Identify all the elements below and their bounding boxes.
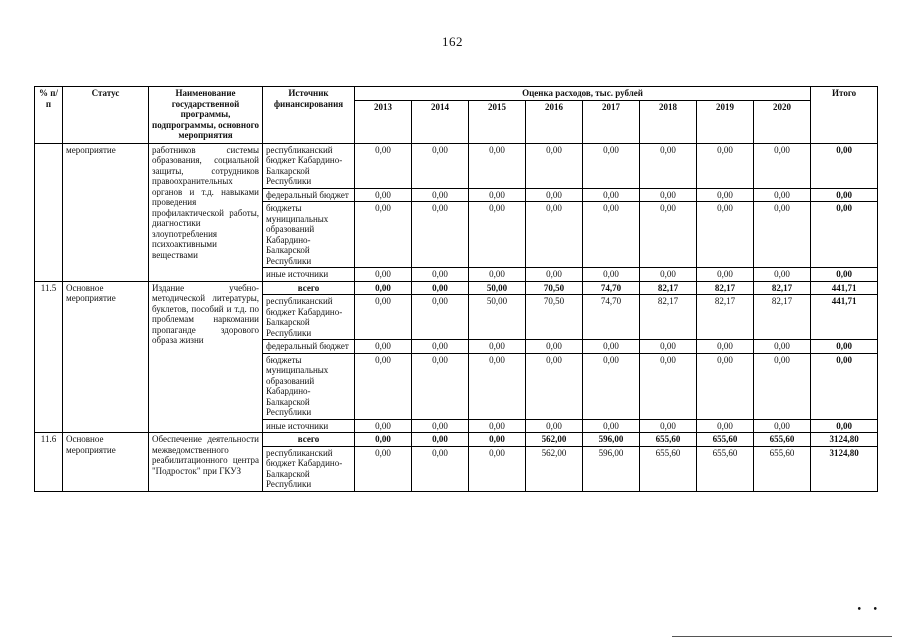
value-cell: 0,00 xyxy=(640,419,697,433)
value-cell: 655,60 xyxy=(754,433,811,447)
value-cell: 0,00 xyxy=(583,419,640,433)
value-cell: 0,00 xyxy=(640,202,697,268)
value-cell: 0,00 xyxy=(526,268,583,282)
value-cell: 655,60 xyxy=(697,446,754,491)
value-cell: 0,00 xyxy=(697,202,754,268)
total-cell: 3124,80 xyxy=(811,433,878,447)
scan-marks: • • xyxy=(857,604,877,615)
value-cell: 0,00 xyxy=(754,143,811,188)
value-cell: 0,00 xyxy=(412,340,469,354)
value-cell: 0,00 xyxy=(640,268,697,282)
value-cell: 0,00 xyxy=(355,446,412,491)
value-cell: 655,60 xyxy=(697,433,754,447)
value-cell: 0,00 xyxy=(754,188,811,202)
row-name: Обеспечение деятельности межведомственного реабилитационного центра "Подросток" при ГКУЗ xyxy=(149,433,263,492)
total-cell: 0,00 xyxy=(811,340,878,354)
value-cell: 0,00 xyxy=(469,268,526,282)
total-cell: 3124,80 xyxy=(811,446,878,491)
value-cell: 0,00 xyxy=(754,340,811,354)
value-cell: 0,00 xyxy=(469,188,526,202)
row-number: 11.5 xyxy=(35,281,63,433)
row-source: федеральный бюджет xyxy=(263,188,355,202)
value-cell: 655,60 xyxy=(640,433,697,447)
value-cell: 0,00 xyxy=(469,433,526,447)
row-source: всего xyxy=(263,433,355,447)
value-cell: 0,00 xyxy=(583,340,640,354)
total-cell: 0,00 xyxy=(811,353,878,419)
value-cell: 74,70 xyxy=(583,281,640,295)
value-cell: 596,00 xyxy=(583,446,640,491)
value-cell: 0,00 xyxy=(526,353,583,419)
row-source: бюджеты муниципальных образований Кабардино-Балкарской Республики xyxy=(263,202,355,268)
table-row xyxy=(35,433,878,447)
value-cell: 562,00 xyxy=(526,446,583,491)
total-cell: 0,00 xyxy=(811,202,878,268)
footer-line xyxy=(672,636,892,637)
value-cell: 0,00 xyxy=(583,353,640,419)
value-cell: 0,00 xyxy=(355,202,412,268)
table-row xyxy=(35,143,878,188)
header-row xyxy=(35,87,878,101)
value-cell: 82,17 xyxy=(754,295,811,340)
value-cell: 0,00 xyxy=(412,353,469,419)
value-cell: 0,00 xyxy=(526,188,583,202)
value-cell: 562,00 xyxy=(526,433,583,447)
header-total: Итого xyxy=(811,87,878,144)
value-cell: 0,00 xyxy=(412,268,469,282)
value-cell: 0,00 xyxy=(469,353,526,419)
value-cell: 0,00 xyxy=(583,143,640,188)
value-cell: 0,00 xyxy=(697,353,754,419)
value-cell: 596,00 xyxy=(583,433,640,447)
value-cell: 0,00 xyxy=(469,340,526,354)
value-cell: 0,00 xyxy=(355,268,412,282)
value-cell: 0,00 xyxy=(640,353,697,419)
value-cell: 82,17 xyxy=(697,295,754,340)
value-cell: 0,00 xyxy=(355,340,412,354)
total-cell: 441,71 xyxy=(811,295,878,340)
header-name: Наименование государственной программы, подпрограммы, основного мероприятия xyxy=(149,87,263,144)
budget-table xyxy=(34,86,878,492)
row-source: федеральный бюджет xyxy=(263,340,355,354)
value-cell: 0,00 xyxy=(526,340,583,354)
value-cell: 0,00 xyxy=(754,268,811,282)
header-year: 2018 xyxy=(640,100,697,143)
value-cell: 50,00 xyxy=(469,295,526,340)
header-year: 2014 xyxy=(412,100,469,143)
header-status: Статус xyxy=(63,87,149,144)
value-cell: 0,00 xyxy=(469,419,526,433)
value-cell: 655,60 xyxy=(640,446,697,491)
value-cell: 0,00 xyxy=(412,143,469,188)
value-cell: 0,00 xyxy=(412,281,469,295)
header-year: 2015 xyxy=(469,100,526,143)
value-cell: 0,00 xyxy=(412,295,469,340)
value-cell: 0,00 xyxy=(754,353,811,419)
value-cell: 0,00 xyxy=(640,340,697,354)
value-cell: 0,00 xyxy=(697,340,754,354)
value-cell: 0,00 xyxy=(355,188,412,202)
row-status: мероприятие xyxy=(63,143,149,281)
header-year: 2016 xyxy=(526,100,583,143)
value-cell: 0,00 xyxy=(412,419,469,433)
header-year: 2020 xyxy=(754,100,811,143)
row-source: бюджеты муниципальных образований Кабардино-Балкарской Республики xyxy=(263,353,355,419)
value-cell: 0,00 xyxy=(697,188,754,202)
row-source: республиканский бюджет Кабардино-Балкарской Республики xyxy=(263,446,355,491)
header-year: 2017 xyxy=(583,100,640,143)
value-cell: 0,00 xyxy=(526,143,583,188)
value-cell: 70,50 xyxy=(526,281,583,295)
value-cell: 655,60 xyxy=(754,446,811,491)
value-cell: 0,00 xyxy=(412,433,469,447)
value-cell: 0,00 xyxy=(583,202,640,268)
value-cell: 0,00 xyxy=(697,268,754,282)
value-cell: 0,00 xyxy=(355,143,412,188)
value-cell: 50,00 xyxy=(469,281,526,295)
value-cell: 0,00 xyxy=(583,268,640,282)
row-name: работников системы образования, социальной защиты, сотрудников правоохранительных органов и т.д. навыками проведения профилактической работы, диагностики злоупотребления психоактивными веществами xyxy=(149,143,263,281)
value-cell: 74,70 xyxy=(583,295,640,340)
value-cell: 0,00 xyxy=(583,188,640,202)
value-cell: 0,00 xyxy=(412,188,469,202)
row-source: республиканский бюджет Кабардино-Балкарской Республики xyxy=(263,295,355,340)
value-cell: 0,00 xyxy=(526,202,583,268)
page-number: 162 xyxy=(442,34,463,49)
value-cell: 82,17 xyxy=(754,281,811,295)
value-cell: 0,00 xyxy=(754,419,811,433)
value-cell: 0,00 xyxy=(469,143,526,188)
row-status: Основное мероприятие xyxy=(63,433,149,492)
row-number: 11.6 xyxy=(35,433,63,492)
value-cell: 0,00 xyxy=(526,419,583,433)
value-cell: 0,00 xyxy=(355,419,412,433)
total-cell: 0,00 xyxy=(811,268,878,282)
header-cost: Оценка расходов, тыс. рублей xyxy=(355,87,811,101)
row-source: иные источники xyxy=(263,419,355,433)
row-source: республиканский бюджет Кабардино-Балкарской Республики xyxy=(263,143,355,188)
table-row xyxy=(35,281,878,295)
row-source: всего xyxy=(263,281,355,295)
value-cell: 0,00 xyxy=(697,143,754,188)
value-cell: 0,00 xyxy=(355,433,412,447)
header-year: 2019 xyxy=(697,100,754,143)
value-cell: 82,17 xyxy=(640,295,697,340)
value-cell: 70,50 xyxy=(526,295,583,340)
total-cell: 0,00 xyxy=(811,143,878,188)
value-cell: 0,00 xyxy=(754,202,811,268)
total-cell: 0,00 xyxy=(811,188,878,202)
total-cell: 441,71 xyxy=(811,281,878,295)
value-cell: 0,00 xyxy=(355,353,412,419)
header-year: 2013 xyxy=(355,100,412,143)
row-source: иные источники xyxy=(263,268,355,282)
value-cell: 0,00 xyxy=(469,446,526,491)
row-number xyxy=(35,143,63,281)
row-name: Издание учебно-методической литературы, буклетов, пособий и т.д. по проблемам наркомании пропаганде здорового образа жизни xyxy=(149,281,263,433)
value-cell: 0,00 xyxy=(697,419,754,433)
value-cell: 82,17 xyxy=(640,281,697,295)
value-cell: 0,00 xyxy=(640,143,697,188)
value-cell: 0,00 xyxy=(355,281,412,295)
value-cell: 0,00 xyxy=(640,188,697,202)
header-source: Источник финансирования xyxy=(263,87,355,144)
value-cell: 0,00 xyxy=(355,295,412,340)
total-cell: 0,00 xyxy=(811,419,878,433)
value-cell: 0,00 xyxy=(412,202,469,268)
header-num: % п/п xyxy=(35,87,63,144)
value-cell: 0,00 xyxy=(469,202,526,268)
value-cell: 82,17 xyxy=(697,281,754,295)
value-cell: 0,00 xyxy=(412,446,469,491)
row-status: Основное мероприятие xyxy=(63,281,149,433)
